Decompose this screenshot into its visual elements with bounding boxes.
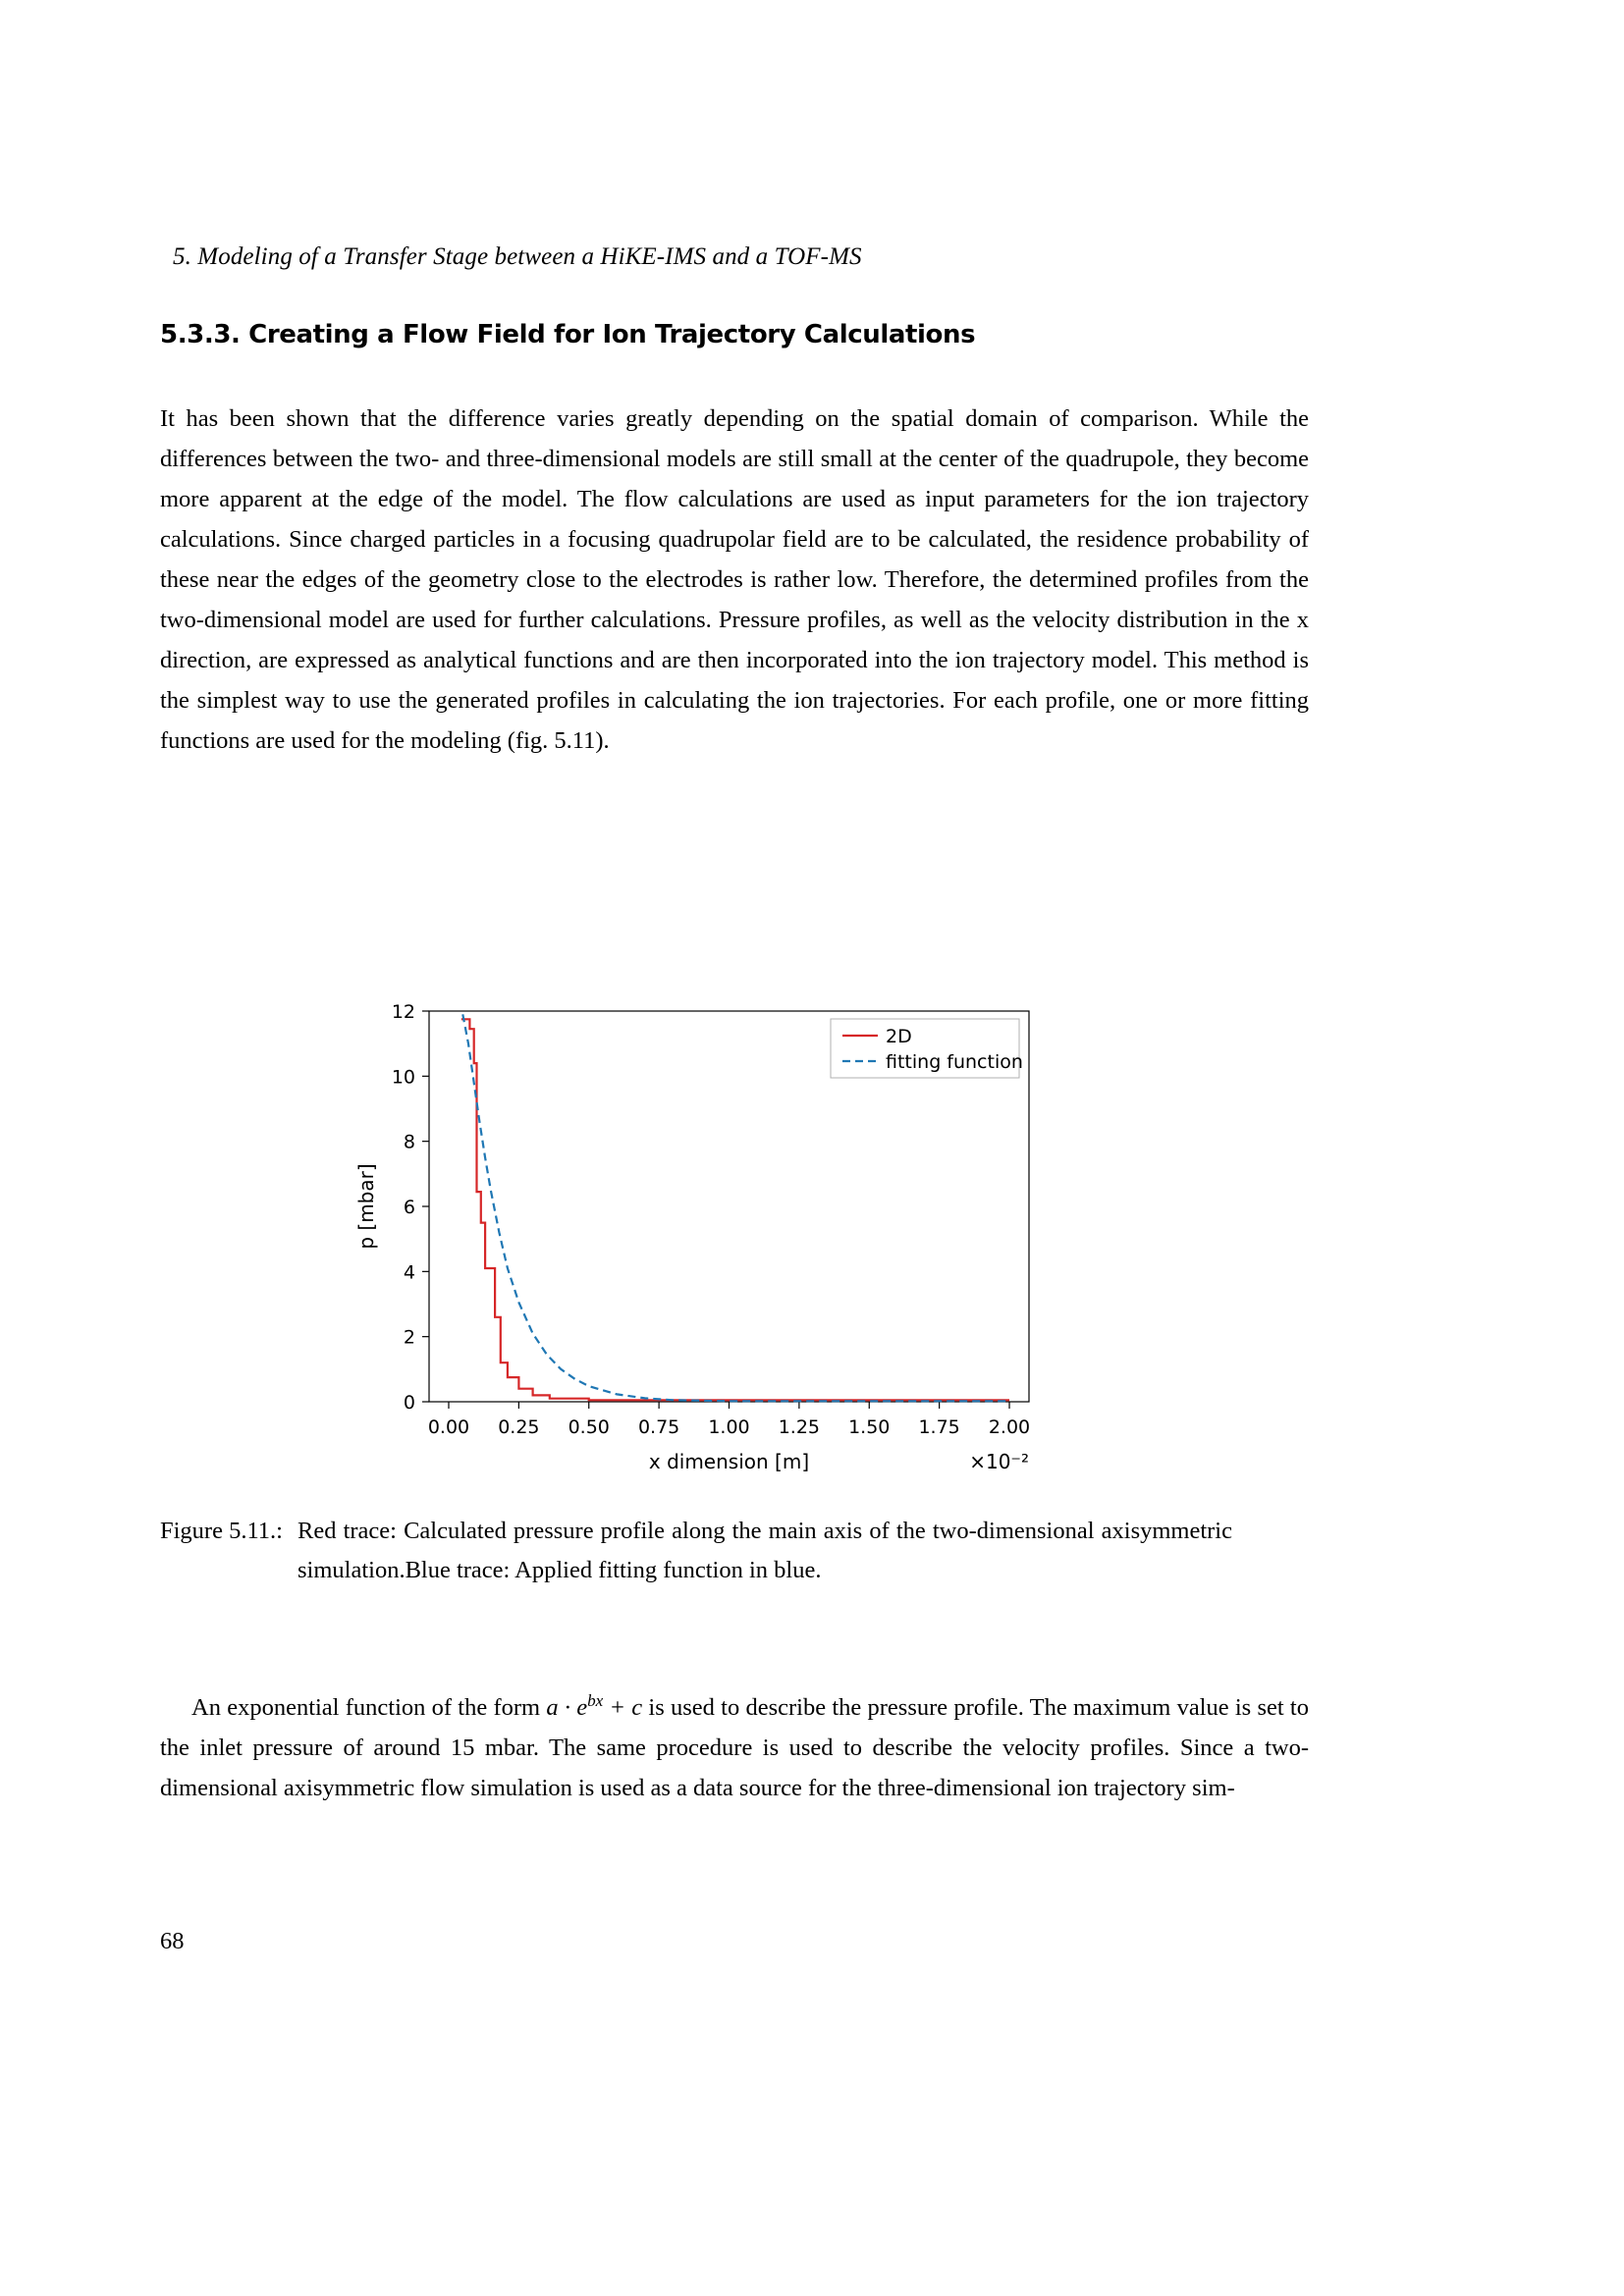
x-tick-label: 2.00 xyxy=(988,1416,1031,1438)
running-header: 5. Modeling of a Transfer Stage between a HiKE-IMS and a TOF-MS xyxy=(173,243,862,270)
x-tick-label: 1.25 xyxy=(778,1416,821,1438)
paragraph-exponential xyxy=(160,1681,1309,1808)
x-axis-offset-text: ×10⁻² xyxy=(969,1450,1029,1473)
caption-text: Red trace: Calculated pressure profile along the main axis of the two-dimensional axisymmetric simulation.Blue trace: Applied fitting function in blue. xyxy=(298,1518,1232,1583)
figure-caption xyxy=(160,1512,1232,1590)
x-tick-label: 1.75 xyxy=(918,1416,960,1438)
y-tick-label: 0 xyxy=(403,1392,415,1414)
x-tick-label: 0.50 xyxy=(568,1416,610,1438)
formula-tail: + c xyxy=(603,1694,643,1722)
y-tick-label: 4 xyxy=(403,1261,415,1284)
x-tick-label: 1.50 xyxy=(848,1416,891,1438)
x-tick-label: 1.00 xyxy=(708,1416,750,1438)
y-tick-label: 12 xyxy=(391,1001,415,1023)
y-tick-label: 8 xyxy=(403,1131,415,1153)
x-tick-label: 0.00 xyxy=(427,1416,470,1438)
page-number: 68 xyxy=(160,1928,185,1954)
y-axis-label: p [mbar] xyxy=(354,1163,378,1250)
paragraph-exponential-pre: An exponential function of the form xyxy=(191,1694,547,1722)
y-tick-label: 2 xyxy=(403,1326,415,1349)
legend-entry-label: fitting function xyxy=(886,1051,1023,1073)
formula-exponent: bx xyxy=(587,1691,604,1710)
paragraph-exponential-post: is used to describe the pressure profile. The maximum value is set to the inlet pressure of around 15 mbar. The same procedure is used to describe the velocity profiles. Since a two-dimensional axisymmetric flow simulation is used as a data source for the three-dimensional ion trajectory sim- xyxy=(160,1694,1309,1802)
pressure-profile-plot xyxy=(344,993,1110,1494)
y-tick-label: 6 xyxy=(403,1197,415,1218)
y-tick-label: 10 xyxy=(391,1066,415,1089)
x-tick-label: 0.75 xyxy=(637,1416,680,1438)
caption-label: Figure 5.11.: xyxy=(160,1518,283,1544)
x-axis-label: x dimension [m] xyxy=(648,1450,810,1473)
formula-exponential xyxy=(546,1691,643,1722)
figure-5-11 xyxy=(344,993,1110,1494)
legend-entry-label: 2D xyxy=(886,1026,912,1047)
x-tick-label: 0.25 xyxy=(498,1416,540,1438)
formula-base: a · e xyxy=(546,1694,588,1722)
section-heading: 5.3.3. Creating a Flow Field for Ion Trajectory Calculations xyxy=(160,320,976,349)
paragraph-intro: It has been shown that the difference varies greatly depending on the spatial domain of comparison. While the differences between the two- and three-dimensional models are still small at the center of the quadrupole, they become more apparent at the edge of the model. The flow calculations are used as input parameters for the ion trajectory calculations. Since charged particles in a focusing quadrupolar field are to be calculated, the residence probability of these near the edges of the geometry close to the electrodes is rather low. Therefore, the determined profiles from the two-dimensional model are used for further calculations. Pressure profiles, as well as the velocity distribution in the x direction, are expressed as analytical functions and are then incorporated into the ion trajectory model. This method is the simplest way to use the generated profiles in calculating the ion trajectories. For each profile, one or more fitting functions are used for the modeling (fig. 5.11). xyxy=(160,405,1309,754)
